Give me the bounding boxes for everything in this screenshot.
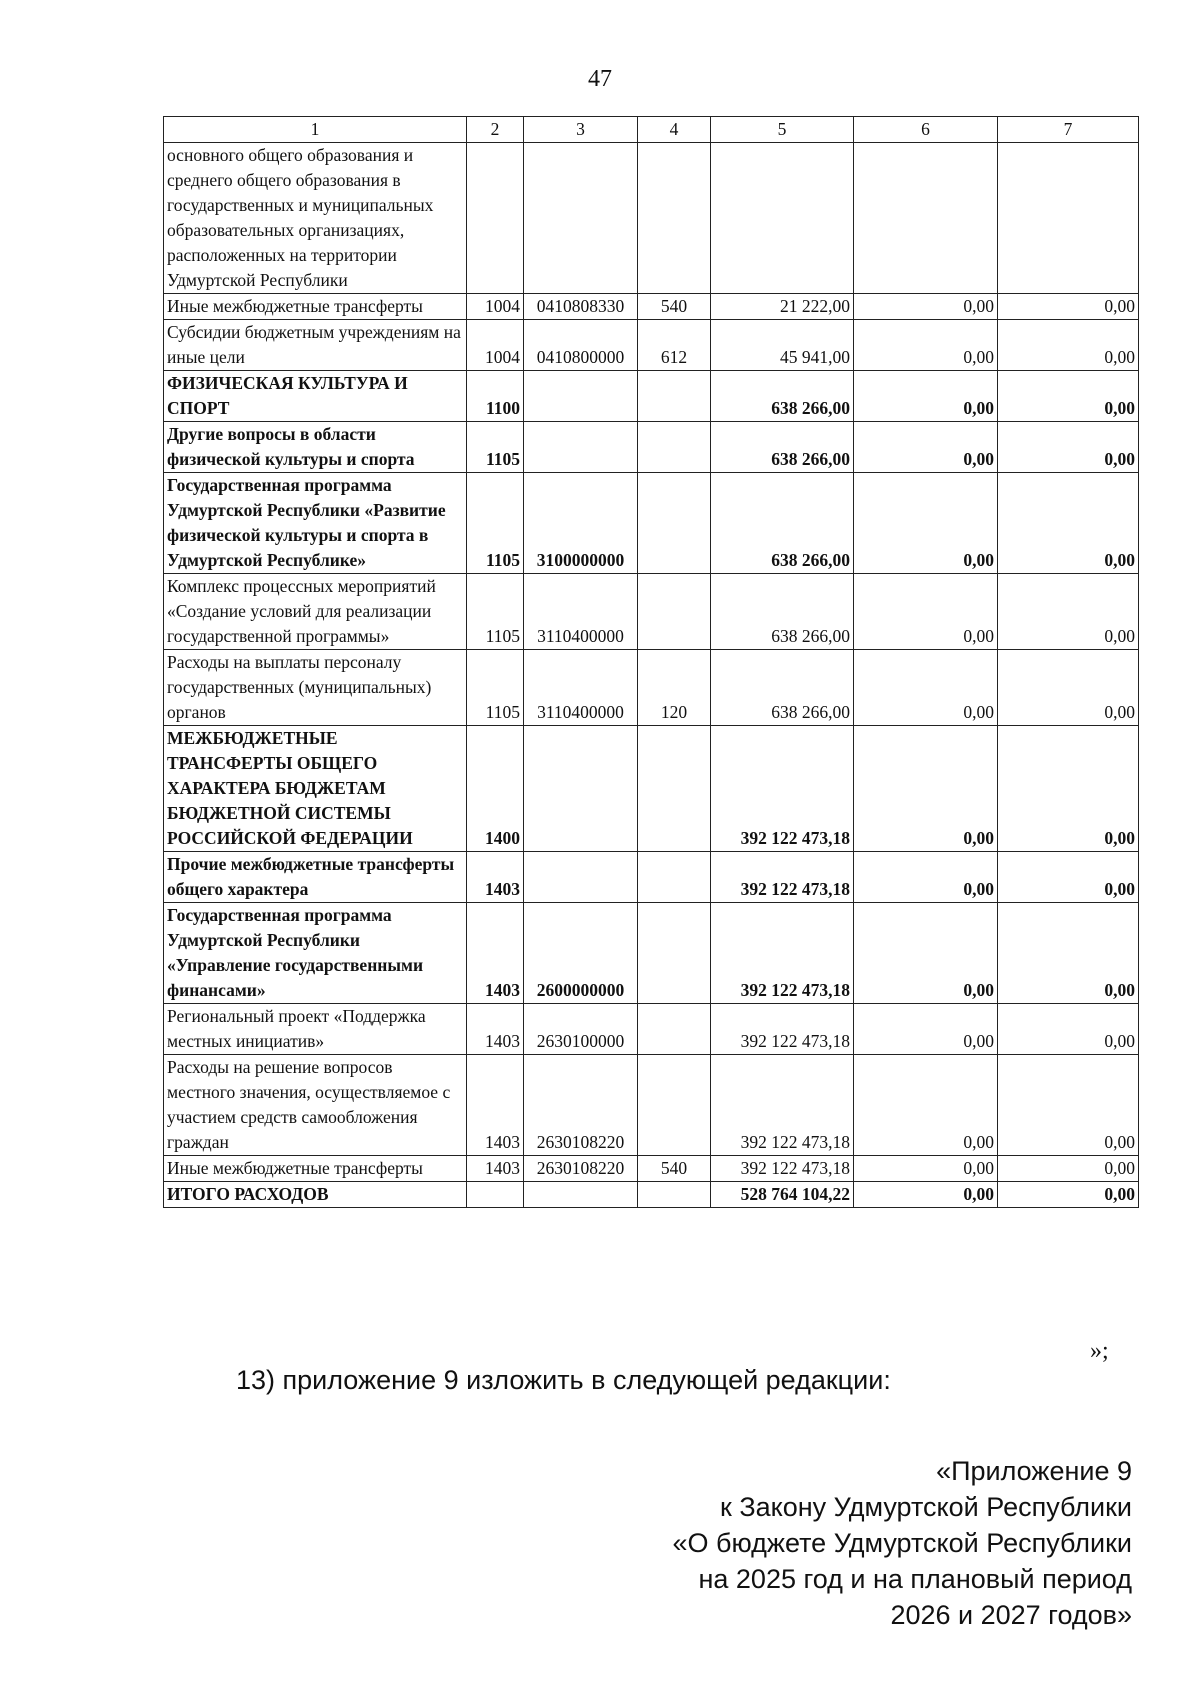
page-number: 47 — [588, 66, 612, 92]
amount-2026-cell: 0,00 — [854, 852, 998, 903]
amount-2026-cell: 0,00 — [854, 903, 998, 1004]
appendix-caption-line: 2026 и 2027 годов» — [890, 1600, 1132, 1630]
amount-2027-cell — [998, 143, 1139, 294]
header-col-3: 3 — [524, 117, 638, 143]
amount-2025-cell: 638 266,00 — [711, 371, 854, 422]
header-col-1: 1 — [164, 117, 467, 143]
table-row — [164, 422, 1139, 473]
section-code-cell: 1403 — [467, 1156, 524, 1182]
amount-2027-cell: 0,00 — [998, 1156, 1139, 1182]
section-code-cell: 1403 — [467, 852, 524, 903]
target-article-cell: 2630100000 — [524, 1004, 638, 1055]
section-code-cell: 1105 — [467, 650, 524, 726]
table-row — [164, 143, 1139, 294]
appendix-caption-line: «Приложение 9 — [936, 1456, 1132, 1486]
amount-2027-cell: 0,00 — [998, 852, 1139, 903]
amount-2025-cell: 392 122 473,18 — [711, 903, 854, 1004]
target-article-cell: 2600000000 — [524, 903, 638, 1004]
header-col-4: 4 — [638, 117, 711, 143]
amount-2025-cell: 528 764 104,22 — [711, 1182, 854, 1208]
amount-2026-cell: 0,00 — [854, 1156, 998, 1182]
expense-type-cell — [638, 143, 711, 294]
amount-2025-cell: 638 266,00 — [711, 574, 854, 650]
expense-name-cell: Прочие межбюджетные трансферты общего характера — [164, 852, 467, 903]
amount-2027-cell: 0,00 — [998, 422, 1139, 473]
expense-name-cell: Иные межбюджетные трансферты — [164, 294, 467, 320]
target-article-cell — [524, 852, 638, 903]
expense-type-cell — [638, 852, 711, 903]
table-row — [164, 903, 1139, 1004]
amendment-item-text: 13) приложение 9 изложить в следующей редакции: — [236, 1365, 891, 1395]
amount-2026-cell: 0,00 — [854, 650, 998, 726]
amount-2026-cell: 0,00 — [854, 473, 998, 574]
expense-type-cell: 540 — [638, 1156, 711, 1182]
section-code-cell — [467, 1182, 524, 1208]
expense-name-cell: Комплекс процессных мероприятий «Создание условий для реализации государственной программы» — [164, 574, 467, 650]
amount-2026-cell — [854, 143, 998, 294]
target-article-cell — [524, 1182, 638, 1208]
amount-2027-cell: 0,00 — [998, 1055, 1139, 1156]
amount-2027-cell: 0,00 — [998, 726, 1139, 852]
amount-2026-cell: 0,00 — [854, 320, 998, 371]
target-article-cell: 3100000000 — [524, 473, 638, 574]
header-col-6: 6 — [854, 117, 998, 143]
section-code-cell: 1105 — [467, 574, 524, 650]
table-header-row — [164, 117, 1139, 143]
appendix-caption — [673, 1453, 1132, 1633]
expense-type-cell: 612 — [638, 320, 711, 371]
header-col-7: 7 — [998, 117, 1139, 143]
amount-2027-cell: 0,00 — [998, 574, 1139, 650]
expense-name-cell: Расходы на решение вопросов местного значения, осуществляемое с участием средств самообложения граждан — [164, 1055, 467, 1156]
section-code-cell: 1100 — [467, 371, 524, 422]
expense-name-cell: ИТОГО РАСХОДОВ — [164, 1182, 467, 1208]
amount-2026-cell: 0,00 — [854, 422, 998, 473]
amount-2025-cell: 392 122 473,18 — [711, 1156, 854, 1182]
closing-quote: »; — [1090, 1338, 1109, 1364]
target-article-cell: 2630108220 — [524, 1156, 638, 1182]
amount-2026-cell: 0,00 — [854, 574, 998, 650]
expense-name-cell: Государственная программа Удмуртской Республики «Развитие физической культуры и спорта в Удмуртской Республике» — [164, 473, 467, 574]
table-row — [164, 1182, 1139, 1208]
table-row — [164, 726, 1139, 852]
amount-2025-cell: 392 122 473,18 — [711, 852, 854, 903]
appendix-caption-line: «О бюджете Удмуртской Республики — [672, 1528, 1132, 1558]
expense-type-cell — [638, 422, 711, 473]
table-row — [164, 294, 1139, 320]
appendix-caption-line: к Закону Удмуртской Республики — [720, 1492, 1132, 1522]
expense-type-cell — [638, 903, 711, 1004]
target-article-cell — [524, 143, 638, 294]
amount-2027-cell: 0,00 — [998, 1004, 1139, 1055]
amount-2027-cell: 0,00 — [998, 473, 1139, 574]
amount-2025-cell — [711, 143, 854, 294]
expense-type-cell: 120 — [638, 650, 711, 726]
section-code-cell — [467, 143, 524, 294]
amount-2026-cell: 0,00 — [854, 294, 998, 320]
section-code-cell: 1004 — [467, 294, 524, 320]
target-article-cell: 0410800000 — [524, 320, 638, 371]
target-article-cell: 0410808330 — [524, 294, 638, 320]
section-code-cell: 1004 — [467, 320, 524, 371]
expense-name-cell: Субсидии бюджетным учреждениям на иные цели — [164, 320, 467, 371]
amount-2027-cell: 0,00 — [998, 1182, 1139, 1208]
amount-2025-cell: 638 266,00 — [711, 422, 854, 473]
section-code-cell: 1105 — [467, 422, 524, 473]
table-row — [164, 1156, 1139, 1182]
amount-2026-cell: 0,00 — [854, 1055, 998, 1156]
amount-2026-cell: 0,00 — [854, 726, 998, 852]
expense-type-cell — [638, 1182, 711, 1208]
table-row — [164, 852, 1139, 903]
table-row — [164, 371, 1139, 422]
expense-name-cell: МЕЖБЮДЖЕТНЫЕ ТРАНСФЕРТЫ ОБЩЕГО ХАРАКТЕРА БЮДЖЕТАМ БЮДЖЕТНОЙ СИСТЕМЫ РОССИЙСКОЙ ФЕДЕРАЦИИ — [164, 726, 467, 852]
section-code-cell: 1105 — [467, 473, 524, 574]
expense-name-cell: основного общего образования и среднего общего образования в государственных и муниципальных образовательных организациях, расположенных на территории Удмуртской Республики — [164, 143, 467, 294]
section-code-cell: 1403 — [467, 1055, 524, 1156]
expense-name-cell: ФИЗИЧЕСКАЯ КУЛЬТУРА И СПОРТ — [164, 371, 467, 422]
amount-2027-cell: 0,00 — [998, 371, 1139, 422]
table-row — [164, 574, 1139, 650]
expense-name-cell: Государственная программа Удмуртской Республики «Управление государственными финансами» — [164, 903, 467, 1004]
amount-2027-cell: 0,00 — [998, 320, 1139, 371]
amount-2025-cell: 392 122 473,18 — [711, 1055, 854, 1156]
target-article-cell — [524, 371, 638, 422]
target-article-cell — [524, 422, 638, 473]
expense-name-cell: Другие вопросы в области физической культуры и спорта — [164, 422, 467, 473]
expense-name-cell: Расходы на выплаты персоналу государственных (муниципальных) органов — [164, 650, 467, 726]
expense-type-cell — [638, 726, 711, 852]
section-code-cell: 1403 — [467, 1004, 524, 1055]
amount-2025-cell: 638 266,00 — [711, 473, 854, 574]
amount-2026-cell: 0,00 — [854, 371, 998, 422]
amount-2027-cell: 0,00 — [998, 903, 1139, 1004]
expense-type-cell — [638, 371, 711, 422]
target-article-cell: 3110400000 — [524, 650, 638, 726]
budget-table — [163, 116, 1139, 1208]
header-col-2: 2 — [467, 117, 524, 143]
expense-type-cell — [638, 473, 711, 574]
table-row — [164, 1004, 1139, 1055]
table-row — [164, 650, 1139, 726]
section-code-cell: 1403 — [467, 903, 524, 1004]
expense-name-cell: Региональный проект «Поддержка местных инициатив» — [164, 1004, 467, 1055]
section-code-cell: 1400 — [467, 726, 524, 852]
amount-2025-cell: 45 941,00 — [711, 320, 854, 371]
target-article-cell: 3110400000 — [524, 574, 638, 650]
amount-2025-cell: 638 266,00 — [711, 650, 854, 726]
amount-2025-cell: 392 122 473,18 — [711, 1004, 854, 1055]
amount-2027-cell: 0,00 — [998, 294, 1139, 320]
amount-2027-cell: 0,00 — [998, 650, 1139, 726]
target-article-cell: 2630108220 — [524, 1055, 638, 1156]
amount-2026-cell: 0,00 — [854, 1004, 998, 1055]
header-col-5: 5 — [711, 117, 854, 143]
expense-type-cell — [638, 574, 711, 650]
amount-2026-cell: 0,00 — [854, 1182, 998, 1208]
expense-type-cell — [638, 1004, 711, 1055]
appendix-caption-line: на 2025 год и на плановый период — [698, 1564, 1132, 1594]
expense-type-cell: 540 — [638, 294, 711, 320]
expense-type-cell — [638, 1055, 711, 1156]
amount-2025-cell: 392 122 473,18 — [711, 726, 854, 852]
amount-2025-cell: 21 222,00 — [711, 294, 854, 320]
table-row — [164, 1055, 1139, 1156]
target-article-cell — [524, 726, 638, 852]
table-body — [164, 143, 1139, 1208]
table-row — [164, 473, 1139, 574]
expense-name-cell: Иные межбюджетные трансферты — [164, 1156, 467, 1182]
table-row — [164, 320, 1139, 371]
